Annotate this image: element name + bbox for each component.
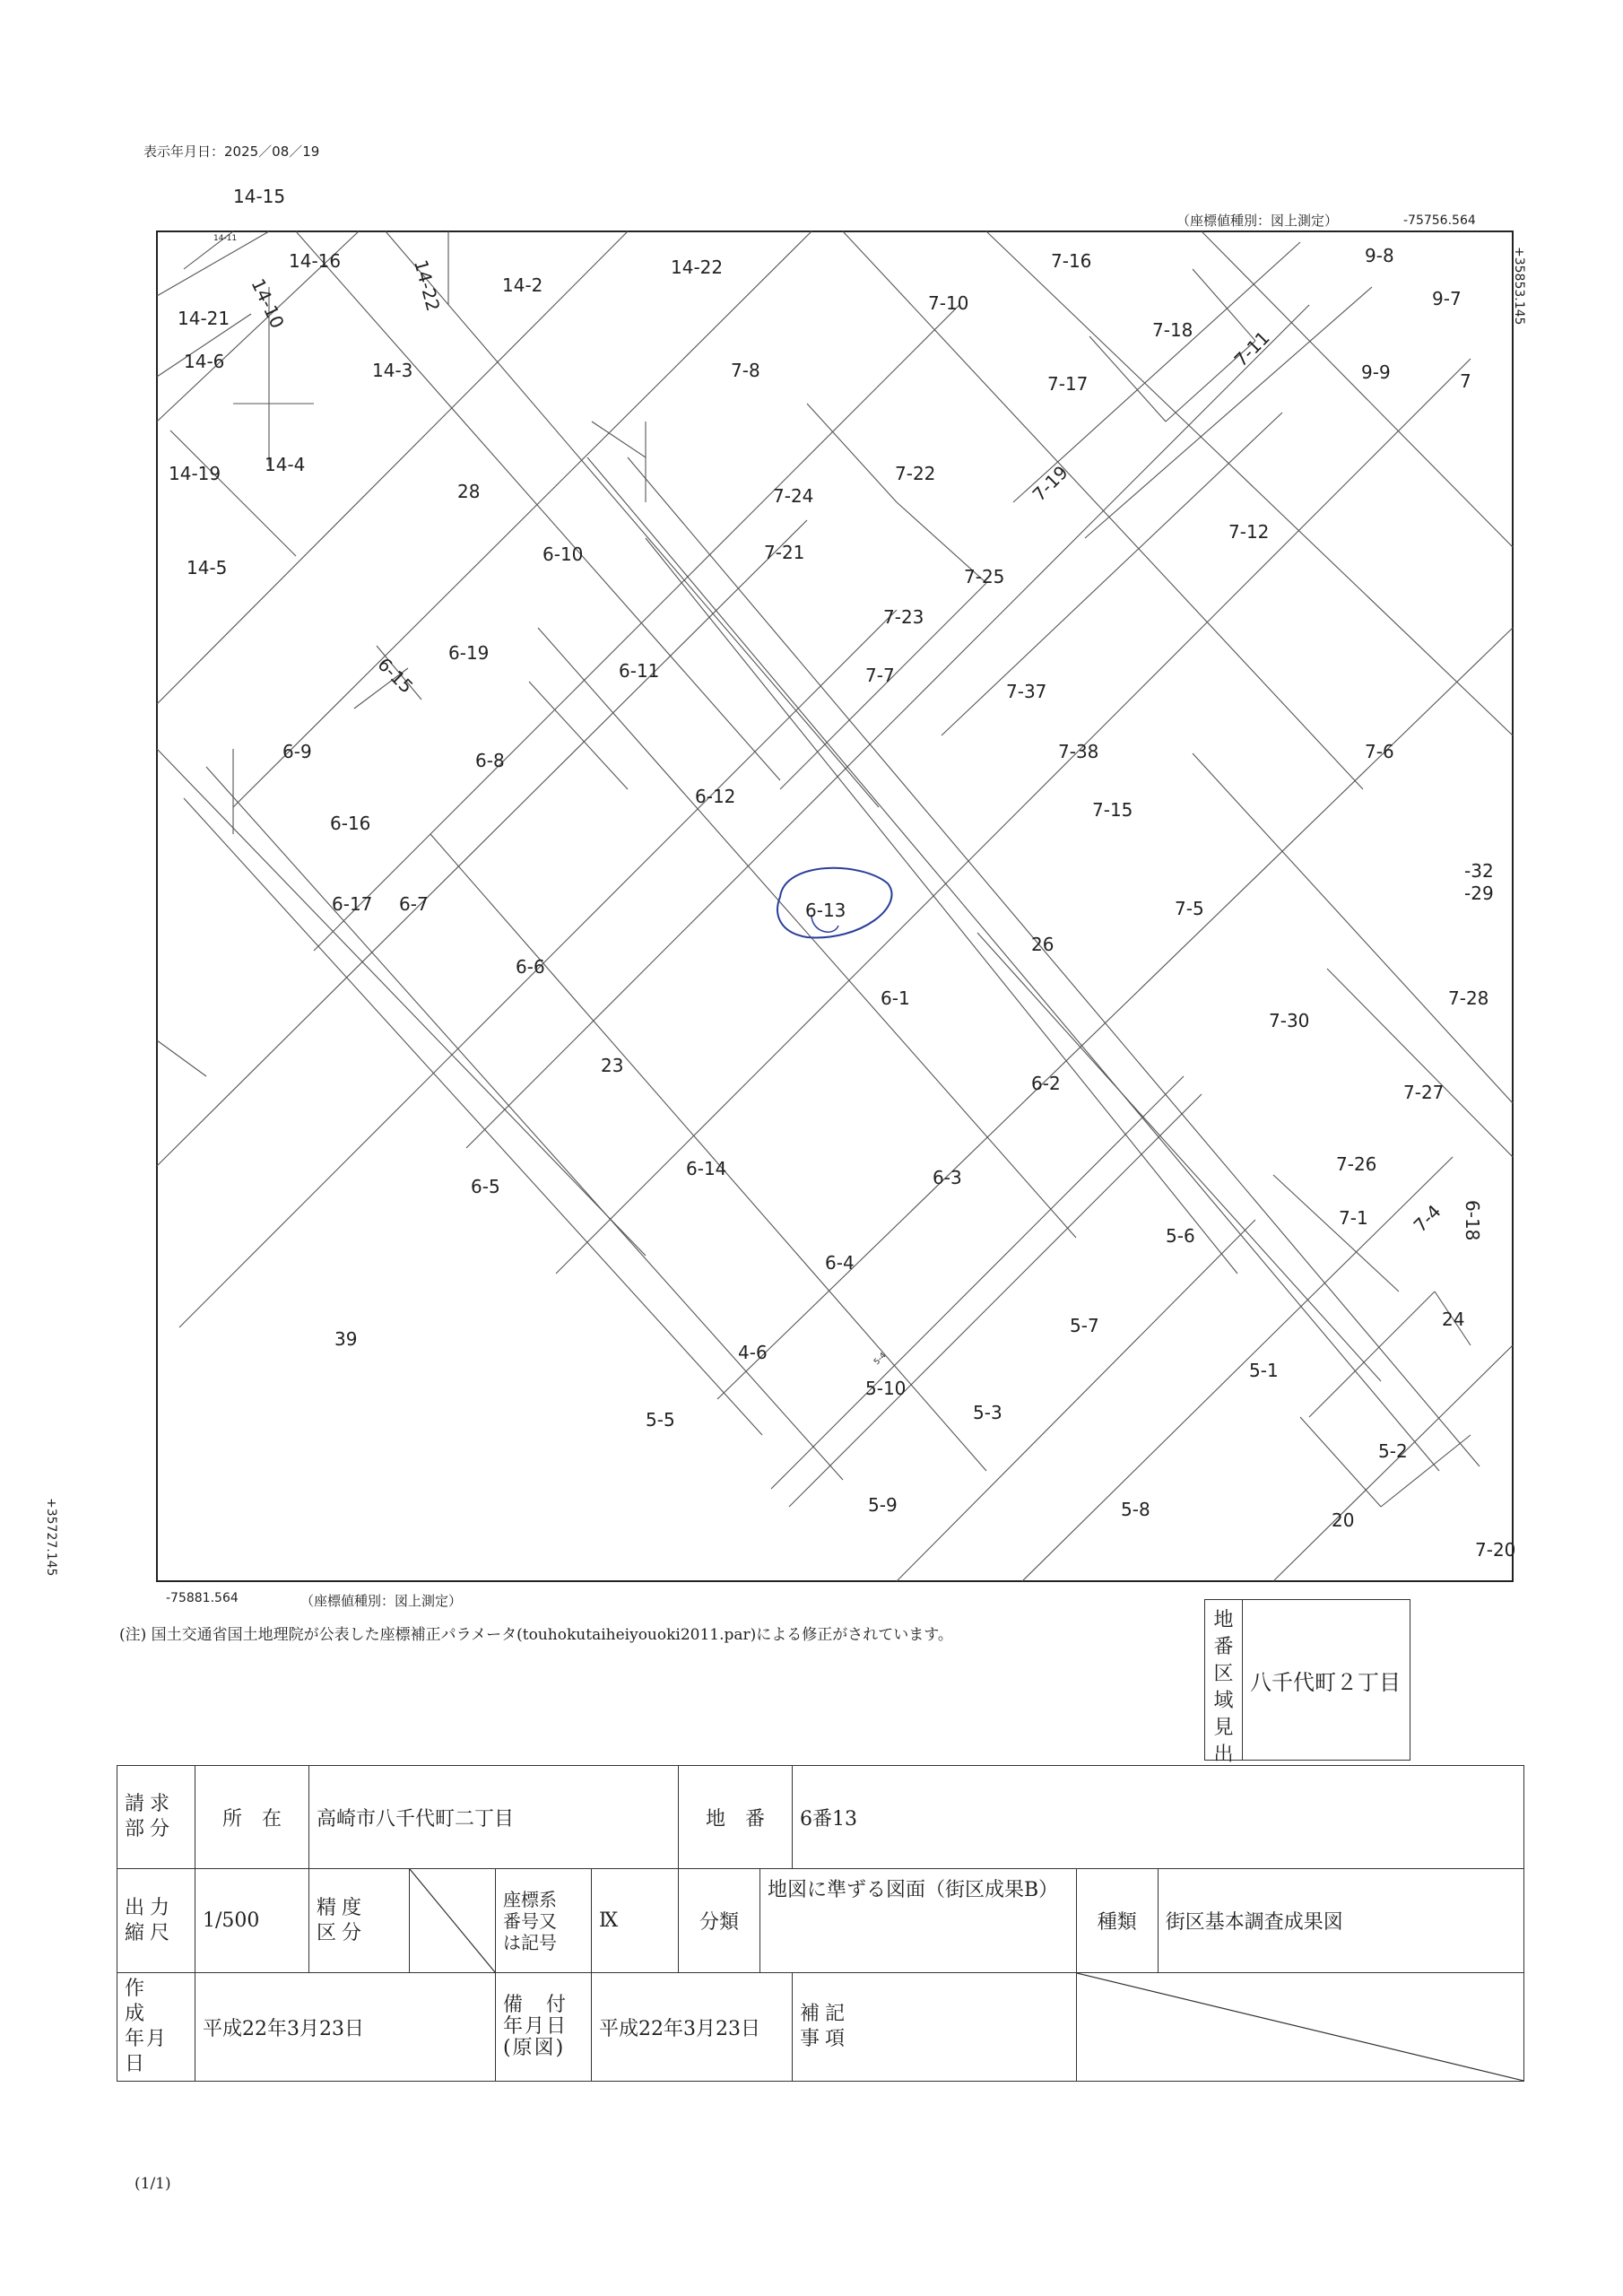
lot-label: 地 番 — [679, 1766, 793, 1869]
coordinate-correction-note: (注) 国土交通省国土地理院が公表した座標補正パラメータ(touhokutaiheiyouoki2011.par)による修正がされています。 — [119, 1626, 953, 1644]
coord-system-label: 座標系 番号又 は記号 — [496, 1869, 592, 1973]
lot-label-5-7: 5-7 — [1070, 1315, 1099, 1336]
lot-label-7-37: 7-37 — [1006, 681, 1047, 702]
lot-label-14-22: 14-22 — [671, 257, 724, 278]
classification-label: 分類 — [679, 1869, 760, 1972]
lot-label-7-38: 7-38 — [1058, 741, 1099, 762]
lot-label-7: 7 — [1460, 370, 1471, 392]
lot-label-9-8: 9-8 — [1365, 245, 1394, 266]
lot-label-4-6: 4-6 — [738, 1342, 768, 1363]
lot-label-14-5: 14-5 — [187, 557, 228, 578]
lot-label-6-15: 6-15 — [373, 653, 418, 698]
type-cell — [1076, 1869, 1523, 1973]
provided-value: 平成22年3月23日 — [592, 1973, 793, 2082]
lot-label-5-6: 5-6 — [1166, 1225, 1195, 1247]
lot-label-5-1: 5-1 — [1249, 1360, 1279, 1381]
lot-label-14-3: 14-3 — [372, 360, 413, 381]
lot-label-7-12: 7-12 — [1228, 521, 1270, 543]
lot-label-7-28: 7-28 — [1448, 987, 1489, 1009]
lot-label-14-19: 14-19 — [169, 463, 221, 484]
highlighted-lot-label: 6-13 — [805, 900, 846, 921]
lot-label-7-24: 7-24 — [773, 485, 814, 507]
lot-label-7-16: 7-16 — [1051, 250, 1092, 272]
classification-cell — [679, 1869, 1077, 1973]
lot-label-14-6: 14-6 — [184, 351, 225, 372]
lot-label-7-20: 7-20 — [1475, 1539, 1516, 1561]
lot-label-5-9: 5-9 — [868, 1494, 898, 1516]
coord-system-value: Ⅸ — [592, 1869, 679, 1973]
lot-label-20: 20 — [1332, 1509, 1355, 1531]
lot-label--32: -32 — [1464, 860, 1494, 882]
location-label: 所 在 — [195, 1766, 309, 1869]
lot-label-5-5: 5-5 — [646, 1409, 675, 1431]
lot-label-7-23: 7-23 — [883, 606, 924, 628]
remarks-label: 補記 事項 — [793, 1973, 1077, 2082]
lot-label-6-2: 6-2 — [1031, 1073, 1061, 1094]
outside-lot-label: 14-15 — [233, 186, 286, 207]
lot-label-14-2: 14-2 — [502, 274, 543, 296]
lot-label-7-19: 7-19 — [1028, 461, 1072, 506]
lot-label-26: 26 — [1031, 934, 1055, 955]
provided-label: 備 付 年月日 (原図) — [496, 1973, 592, 2082]
lot-label-6-16: 6-16 — [330, 813, 371, 834]
lot-label-7-1: 7-1 — [1339, 1207, 1368, 1229]
lot-label-7-27: 7-27 — [1403, 1082, 1445, 1103]
lot-label-14-4: 14-4 — [265, 454, 306, 475]
lot-label-7-5: 7-5 — [1175, 898, 1204, 919]
lot-label-23: 23 — [601, 1055, 624, 1076]
scale-value: 1/500 — [195, 1869, 309, 1973]
lot-label-6-7: 6-7 — [399, 893, 429, 915]
lot-label-9-7: 9-7 — [1432, 288, 1462, 309]
scale-label: 出力 縮尺 — [117, 1869, 195, 1973]
lot-label-6-1: 6-1 — [881, 987, 910, 1009]
lot-label-5-10: 5-10 — [865, 1378, 907, 1399]
lot-label-6-19: 6-19 — [448, 642, 490, 664]
lot-label-24: 24 — [1442, 1309, 1465, 1330]
corner-bottom-left-y: +35727.145 — [44, 1498, 58, 1577]
lot-label--29: -29 — [1464, 883, 1494, 904]
lot-label-7-22: 7-22 — [895, 463, 936, 484]
lot-label-6-4: 6-4 — [825, 1252, 855, 1274]
type-label: 種類 — [1077, 1869, 1159, 1972]
lot-label-7-11: 7-11 — [1229, 326, 1274, 371]
lot-label-14-10: 14-10 — [247, 274, 289, 332]
lot-label-6-6: 6-6 — [516, 956, 545, 978]
coord-type-bottom: （座標値種別：図上測定） — [300, 1593, 463, 1609]
lot-label-39: 39 — [334, 1328, 358, 1350]
lot-value: 6番13 — [793, 1766, 1524, 1869]
lot-label-6-12: 6-12 — [695, 786, 736, 807]
lot-label-6-8: 6-8 — [475, 750, 505, 771]
lot-label-6-14: 6-14 — [686, 1158, 727, 1179]
lot-label-6-5: 6-5 — [471, 1176, 500, 1197]
lot-label-6-3: 6-3 — [933, 1167, 962, 1188]
coord-type-top: （座標値種別：図上測定） — [1176, 213, 1339, 229]
lot-label-6-18: 6-18 — [1462, 1200, 1483, 1241]
lot-label-7-26: 7-26 — [1336, 1153, 1377, 1175]
classification-value: 地図に準ずる図面（街区成果B） — [768, 1879, 1059, 1901]
lot-label-28: 28 — [457, 481, 481, 502]
request-label: 請求 部分 — [117, 1766, 195, 1869]
lot-label-5-2: 5-2 — [1378, 1440, 1408, 1462]
lot-label-5-3: 5-3 — [973, 1402, 1002, 1423]
created-label: 作 成 年月日 — [117, 1973, 195, 2082]
lot-label-7-15: 7-15 — [1092, 799, 1133, 821]
lot-label-6-9: 6-9 — [282, 741, 312, 762]
certificate-form — [117, 1765, 1524, 2082]
created-value: 平成22年3月23日 — [195, 1973, 496, 2082]
lot-label-5-8: 5-8 — [1121, 1499, 1150, 1520]
lot-label-7-18: 7-18 — [1152, 319, 1193, 341]
location-value: 高崎市八千代町二丁目 — [309, 1766, 679, 1869]
lot-label-6-11: 6-11 — [619, 660, 660, 682]
display-date: 表示年月日：2025／08／19 — [143, 144, 320, 160]
lot-label-14-16: 14-16 — [289, 250, 342, 272]
lot-label-7-25: 7-25 — [964, 566, 1005, 587]
corner-bottom-left-x: -75881.564 — [166, 1591, 239, 1605]
area-heading-box — [1204, 1599, 1410, 1766]
lot-label-7-4: 7-4 — [1409, 1200, 1445, 1237]
area-heading-value: 八千代町２丁目 — [1250, 1670, 1401, 1695]
lot-label-9-9: 9-9 — [1361, 361, 1391, 383]
lot-label-6-17: 6-17 — [332, 893, 373, 915]
lot-label-5-4: 5-4 — [872, 1351, 889, 1368]
remarks-value-blank — [1076, 1973, 1523, 2082]
lot-label-14-21: 14-21 — [178, 308, 230, 329]
area-heading-label: 地番区域見出 — [1205, 1600, 1243, 1760]
accuracy-label: 精度 区分 — [309, 1869, 410, 1973]
corner-top-right-x: -75756.564 — [1403, 213, 1476, 228]
type-value: 街区基本調査成果図 — [1165, 1911, 1343, 1934]
page-number: (1/1) — [135, 2175, 171, 2193]
lot-label-7-6: 7-6 — [1365, 741, 1394, 762]
lot-label-7-17: 7-17 — [1047, 373, 1089, 395]
lot-label-7-8: 7-8 — [731, 360, 760, 381]
accuracy-value-blank — [410, 1869, 496, 1973]
lot-label-7-7: 7-7 — [865, 665, 895, 686]
lot-label-7-30: 7-30 — [1269, 1010, 1310, 1031]
corner-top-right-y: +35853.145 — [1512, 247, 1526, 326]
lot-label-7-10: 7-10 — [928, 292, 969, 314]
lot-label-14-11: 14-11 — [213, 234, 238, 243]
lot-label-14-22: 14-22 — [410, 257, 445, 314]
lot-label-7-21: 7-21 — [764, 542, 805, 563]
lot-label-6-10: 6-10 — [542, 544, 584, 565]
